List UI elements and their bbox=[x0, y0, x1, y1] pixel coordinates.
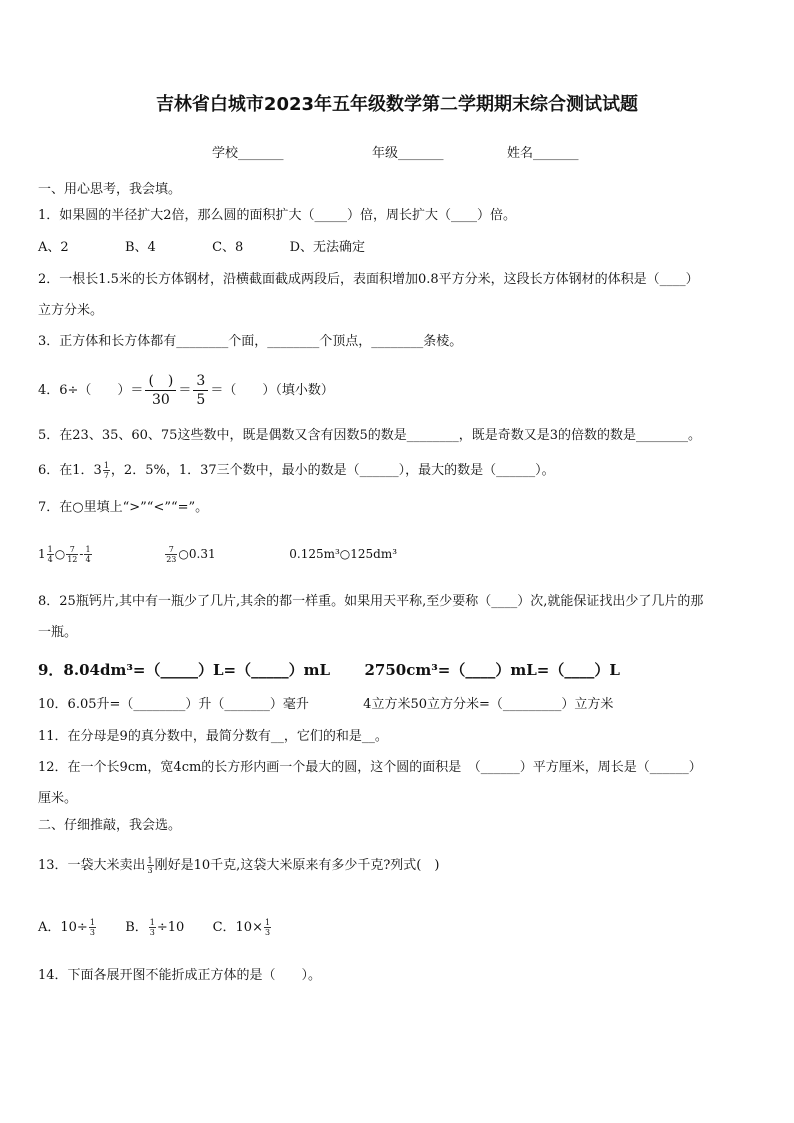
question-10 bbox=[38, 697, 613, 713]
q4-prefix: 4．6÷（ ）＝ bbox=[38, 383, 144, 398]
q13-denominator: 3 bbox=[147, 866, 153, 875]
q7a-circle: ○ bbox=[54, 547, 66, 561]
option-b: B、4 bbox=[124, 240, 156, 255]
section-2-heading: 二、仔细推敲，我会选。 bbox=[38, 818, 182, 833]
question-7-items bbox=[38, 542, 397, 566]
q7a-fraction-1 bbox=[47, 545, 54, 564]
q7a-f1-numerator: 1 bbox=[47, 545, 53, 554]
grade-field: 年级_______ bbox=[372, 146, 444, 161]
q7b-numerator: 7 bbox=[165, 545, 177, 555]
q13b-fraction bbox=[149, 918, 156, 937]
q7a-f3-numerator: 1 bbox=[85, 545, 91, 554]
question-9 bbox=[38, 660, 620, 680]
q13-numerator: 1 bbox=[147, 856, 153, 865]
section-1-heading: 一、用心思考，我会填。 bbox=[38, 182, 182, 197]
q13c-text: C．10× bbox=[212, 920, 263, 935]
question-7: 7．在○里填上“>”“<”“=”。 bbox=[38, 500, 209, 515]
q4-frac2-denominator: 5 bbox=[196, 392, 206, 408]
q6-prefix: 6．在1．3 bbox=[38, 463, 102, 478]
q9-part-b: 2750cm³=（____）mL=（____）L bbox=[364, 661, 620, 679]
q7b-rest: ○0.31 bbox=[178, 547, 216, 561]
q13a-numerator: 1 bbox=[89, 918, 95, 927]
question-11: 11．在分母是9的真分数中，最简分数有__，它们的和是__。 bbox=[38, 729, 388, 744]
question-8-line-2: 一瓶。 bbox=[38, 625, 78, 640]
q13c-numerator: 1 bbox=[264, 918, 271, 927]
q13b-denominator: 3 bbox=[149, 928, 155, 937]
q6-frac-numerator: 1 bbox=[103, 461, 109, 470]
question-1: 1．如果圆的半径扩大2倍，那么圆的面积扩大（_____）倍，周长扩大（____）倍。 bbox=[38, 208, 517, 223]
q4-equals: ＝ bbox=[178, 383, 192, 398]
q13a-text: A．10÷ bbox=[38, 920, 88, 935]
question-2-line-2: 立方分米。 bbox=[38, 303, 104, 318]
q10-part-a: 10．6.05升=（________）升（_______）毫升 bbox=[38, 697, 309, 712]
option-c: C、8 bbox=[212, 240, 244, 255]
q13-option-b bbox=[125, 920, 184, 935]
option-d: D、无法确定 bbox=[289, 240, 365, 255]
question-12-line-2: 厘米。 bbox=[38, 791, 78, 806]
q7-item-b bbox=[164, 545, 216, 564]
question-6 bbox=[38, 461, 555, 481]
question-5: 5．在23、35、60、75这些数中，既是偶数又含有因数5的数是________，既是奇数又是3的倍数的数是________。 bbox=[38, 428, 701, 443]
q4-suffix: ＝（ ）（填小数） bbox=[210, 383, 334, 398]
q13a-denominator: 3 bbox=[89, 928, 95, 937]
q13-option-c bbox=[213, 920, 272, 935]
q4-fraction-2 bbox=[193, 372, 208, 409]
q6-frac-denominator: 7 bbox=[103, 471, 109, 480]
question-13-options bbox=[38, 916, 272, 940]
q13a-fraction bbox=[89, 918, 96, 937]
q13c-fraction bbox=[264, 918, 271, 937]
q4-frac1-denominator: 30 bbox=[151, 392, 170, 408]
q7a-f3-denominator: 4 bbox=[85, 555, 91, 564]
question-13 bbox=[38, 855, 439, 877]
question-3: 3．正方体和长方体都有________个面，________个顶点，________条棱。 bbox=[38, 334, 463, 349]
q7a-fraction-2 bbox=[66, 545, 78, 564]
q6-fraction bbox=[103, 461, 110, 480]
q7a-fraction-3 bbox=[84, 545, 91, 564]
q13-suffix: 刚好是10千克,这袋大米原来有多少千克?列式( ) bbox=[154, 858, 440, 873]
q7b-fraction bbox=[165, 545, 177, 564]
q4-fraction-1 bbox=[145, 372, 176, 409]
q13b-numerator: 1 bbox=[149, 918, 155, 927]
question-14: 14．下面各展开图不能折成正方体的是（ ）。 bbox=[38, 968, 322, 983]
school-field: 学校_______ bbox=[212, 146, 284, 161]
page-title: 吉林省白城市2023年五年级数学第二学期期末综合测试试题 bbox=[155, 94, 639, 115]
q7a-integer: 1 bbox=[38, 547, 46, 561]
question-4 bbox=[38, 372, 334, 409]
q7a-f2-denominator: 12 bbox=[67, 555, 78, 564]
q13-prefix: 13．一袋大米卖出 bbox=[38, 858, 146, 873]
q7-item-a bbox=[38, 545, 93, 564]
question-2-line-1: 2．一根长1.5米的长方体钢材，沿横截面截成两段后，表面积增加0.8平方分米，这段长方体钢材的体积是（____） bbox=[38, 272, 699, 287]
question-12-line-1: 12．在一个长9cm，宽4cm的长方形内画一个最大的圆，这个圆的面积是 （______）平方厘米，周长是（______） bbox=[38, 760, 702, 775]
q13c-denominator: 3 bbox=[264, 928, 271, 937]
question-8-line-1: 8．25瓶钙片,其中有一瓶少了几片,其余的都一样重。如果用天平称,至少要称（____）次,就能保证找出少了几片的那 bbox=[38, 594, 704, 609]
q13-option-a bbox=[38, 920, 97, 935]
q13b-suffix: ÷10 bbox=[156, 920, 185, 935]
name-field: 姓名_______ bbox=[507, 146, 579, 161]
q4-frac2-numerator: 3 bbox=[193, 372, 208, 391]
question-1-options bbox=[38, 240, 365, 256]
q7a-f2-numerator: 7 bbox=[66, 545, 78, 555]
q13-fraction bbox=[147, 856, 154, 875]
q13b-text: B． bbox=[125, 920, 148, 935]
q10-part-b: 4立方米50立方分米=（_________）立方米 bbox=[363, 697, 614, 712]
q7-item-c: 0.125m³○125dm³ bbox=[289, 547, 398, 561]
q6-suffix: ，2．5%，1．37三个数中，最小的数是（______），最大的数是（______）。 bbox=[110, 463, 555, 478]
q7a-f1-denominator: 4 bbox=[47, 555, 53, 564]
q9-part-a: 9．8.04dm³=（_____）L=（_____）mL bbox=[38, 661, 331, 679]
q4-frac1-numerator: ( ) bbox=[145, 372, 176, 391]
q7b-denominator: 23 bbox=[166, 555, 177, 564]
option-a: A、2 bbox=[38, 240, 69, 255]
q7a-minus: - bbox=[79, 547, 84, 561]
